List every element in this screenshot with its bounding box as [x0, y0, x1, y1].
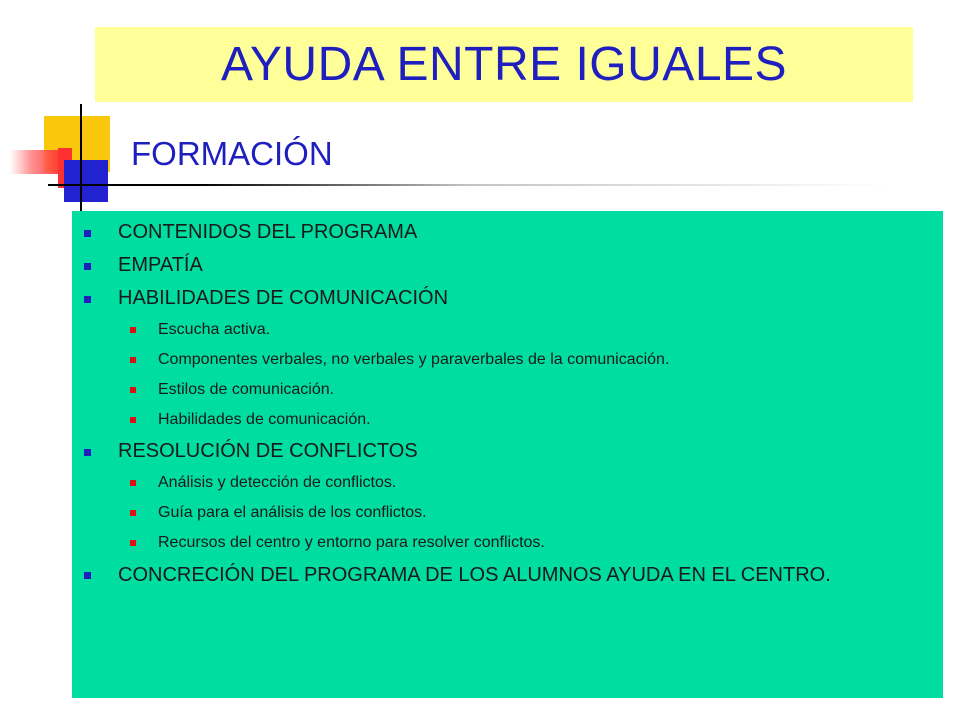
square-bullet-icon — [84, 230, 91, 237]
sub-list-item — [158, 410, 929, 430]
sub-list-item — [158, 320, 929, 340]
sub-item-text: Guía para el análisis de los conflictos. — [158, 504, 427, 521]
sub-list — [158, 473, 929, 553]
decorative-horizontal-line — [48, 184, 888, 186]
sub-item-text: Habilidades de comunicación. — [158, 411, 371, 428]
sub-list-item — [158, 380, 929, 400]
square-bullet-icon — [84, 449, 91, 456]
small-square-bullet-icon — [130, 480, 136, 486]
small-square-bullet-icon — [130, 357, 136, 363]
square-bullet-icon — [84, 263, 91, 270]
slide-title: AYUDA ENTRE IGUALES — [220, 38, 788, 91]
list-item-text: CONCRECIÓN DEL PROGRAMA DE LOS ALUMNOS AYUDA EN EL CENTRO. — [118, 564, 831, 586]
sub-list-item — [158, 350, 929, 370]
sub-item-text: Escucha activa. — [158, 321, 271, 338]
slide-subtitle: FORMACIÓN — [131, 135, 333, 172]
small-square-bullet-icon — [130, 510, 136, 516]
small-square-bullet-icon — [130, 327, 136, 333]
small-square-bullet-icon — [130, 540, 136, 546]
sub-item-text: Componentes verbales, no verbales y paraverbales de la comunicación. — [158, 351, 670, 368]
small-square-bullet-icon — [130, 417, 136, 423]
content-panel — [72, 211, 943, 698]
list-item — [118, 287, 929, 430]
sub-item-text: Estilos de comunicación. — [158, 381, 335, 398]
bullet-list — [118, 221, 929, 587]
decorative-blue-square — [64, 160, 108, 202]
sub-item-text: Análisis y detección de conflictos. — [158, 474, 397, 491]
list-item — [118, 563, 929, 587]
list-item-text: HABILIDADES DE COMUNICACIÓN — [118, 287, 449, 309]
list-item-text: CONTENIDOS DEL PROGRAMA — [118, 221, 418, 243]
sub-list-item — [158, 503, 929, 523]
list-item — [118, 221, 929, 244]
sub-list-item — [158, 473, 929, 493]
square-bullet-icon — [84, 572, 91, 579]
decorative-vertical-line — [80, 104, 82, 214]
small-square-bullet-icon — [130, 387, 136, 393]
square-bullet-icon — [84, 296, 91, 303]
sub-list — [158, 320, 929, 430]
list-item — [118, 440, 929, 553]
list-item-text: RESOLUCIÓN DE CONFLICTOS — [118, 440, 418, 462]
title-banner — [95, 27, 913, 102]
sub-item-text: Recursos del centro y entorno para resolver conflictos. — [158, 534, 545, 551]
list-item — [118, 254, 929, 277]
sub-list-item — [158, 533, 929, 553]
list-item-text: EMPATÍA — [118, 254, 203, 276]
